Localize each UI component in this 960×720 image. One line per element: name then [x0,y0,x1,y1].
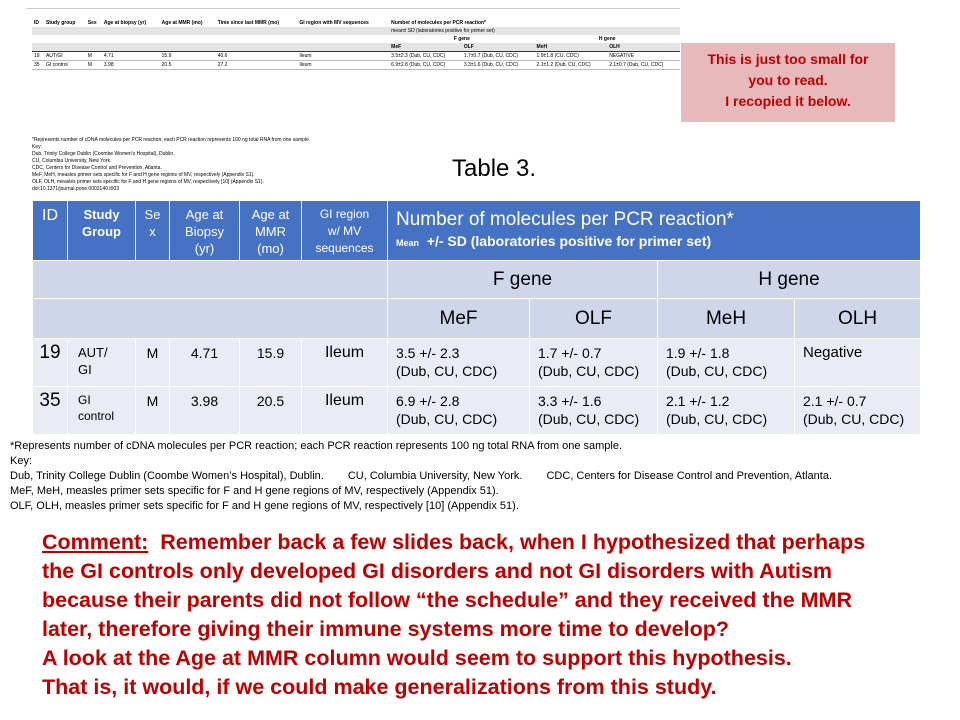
thumb-cell: 6.9±2.8 (Dub, CU, CDC) [389,61,462,70]
cell-id: 19 [33,339,68,387]
thumb-note: CDC, Centers for Disease Control and Prevention, Atlanta. [32,165,162,171]
f-gene-header: F gene [388,261,658,299]
header-gi-region: GI region w/ MV sequences [302,201,388,261]
sd-label: +/- SD (laboratories positive for primer set) [426,233,712,249]
thumb-note: CU, Columbia University, New York. [32,158,112,164]
thumb-cell: 1.9±1.8 (CU, CDC) [535,52,608,61]
thumb-header: ID [34,20,39,26]
callout-line: you to read. [748,72,828,88]
cell-id: 35 [33,387,68,435]
thumb-sub-header: MeH [536,44,548,50]
cell-group: GI control [68,387,136,435]
thumb-row [32,52,680,61]
header-sex: Se x [136,201,170,261]
header-mef: MeF [388,299,530,339]
thumb-header: Study group [45,20,76,26]
cell-olh: Negative [795,339,921,387]
header-meh: MeH [658,299,795,339]
cell-age-biopsy: 3.98 [170,387,240,435]
table-row [33,387,921,435]
thumb-cell: 3.98 [102,61,160,70]
header-molecules [388,201,921,261]
thumb-cell: 3.3±1.6 (Dub, CU, CDC) [462,61,535,70]
thumb-mean-line: mean± SD (laboratories positive for primer set) [391,28,495,34]
table-footnotes [10,439,832,514]
thumb-cell: GI control [44,61,86,70]
thumb-cell: Ileum [297,61,389,70]
header-age-biopsy: Age at Biopsy (yr) [170,201,240,261]
thumb-cell: 3.5±2.3 (Dub, CU, CDC) [389,52,462,61]
cell-olf: 3.3 +/- 1.6 (Dub, CU, CDC) [530,387,658,435]
thumb-row [32,61,680,70]
header-age-mmr: Age at MMR (mo) [240,201,302,261]
comment-line: A look at the Age at MMR column would seem to support this hypothesis. [42,646,792,670]
comment-label: Comment: [42,530,149,554]
original-table-thumbnail [26,8,680,194]
thumb-cell: Ileum [297,52,389,61]
header-olf: OLF [530,299,658,339]
cell-gi-region: Ileum [302,339,388,387]
cell-meh: 2.1 +/- 1.2 (Dub, CU, CDC) [658,387,795,435]
comment-first-line: Comment: Remember back a few slides back, when I hypothesized that perhaps [42,530,866,554]
table-row [33,339,921,387]
cell-sex: M [136,339,170,387]
thumb-cell: 19 [32,52,44,61]
header-id: ID [33,201,68,261]
h-gene-header: H gene [658,261,921,299]
thumb-note: Dub, Trinity College Dublin (Coombe Women's Hospital), Dublin. [32,151,175,157]
cell-olh: 2.1 +/- 0.7 (Dub, CU, CDC) [795,387,921,435]
callout-line: This is just too small for [707,51,869,67]
thumb-cell: 4.71 [102,52,160,61]
footnote-line: OLF, OLH, measles primer sets specific for F and H gene regions of MV, respectively [10] (Appendix 51). [10,500,519,512]
cell-meh: 1.9 +/- 1.8 (Dub, CU, CDC) [658,339,795,387]
cell-mef: 6.9 +/- 2.8 (Dub, CU, CDC) [388,387,530,435]
thumb-sub-header: OLH [609,44,620,50]
molecules-title: Number of molecules per PCR reaction* [396,209,734,230]
thumb-note: OLF, OLH, measles primer sets specific for F and H gene regions of MV, respectively [10] (Appendix S1). [32,179,264,185]
footnote-line: *Represents number of cDNA molecules per PCR reaction; each PCR reaction represents 100 ng total RNA from one sample. [10,440,623,452]
thumb-cell: M [86,52,102,61]
comment-block [42,528,865,702]
comment-line: the GI controls only developed GI disorders and not GI disorders with Autism [42,559,833,583]
thumb-cell: M [86,61,102,70]
cell-group: AUT/ GI [68,339,136,387]
comment-line: That is, it would, if we could make generalizations from this study. [42,675,717,699]
thumb-h-gene: H gene [598,36,616,42]
footnote-line: MeF, MeH, measles primer sets specific for F and H gene regions of MV, respectively (Appendix 51). [10,485,499,497]
comment-line: because their parents did not follow “the schedule” and they received the MMR [42,588,852,612]
cell-gi-region: Ileum [302,387,388,435]
thumb-cell: AUT/GI [44,52,86,61]
cell-age-biopsy: 4.71 [170,339,240,387]
gene-row [33,261,921,299]
header-study-group: Study Group [68,201,136,261]
thumb-cell: 20.5 [160,61,216,70]
cell-age-mmr: 20.5 [240,387,302,435]
thumb-cell: 2.1±0.7 (Dub, CU, CDC) [607,61,680,70]
thumb-note: MeF, MeH, measles primer sets specific for F and H gene regions of MV, respectively (Appendix S1). [32,172,255,178]
callout-note [681,43,895,122]
header-row [33,201,921,261]
primer-row [33,299,921,339]
thumb-cell: 1.7±0.7 (Dub, CU, CDC) [462,52,535,61]
thumb-header: Time since last MMR (mo) [217,20,280,26]
thumb-cell: 2.1±1.2 (Dub, CU, CDC) [535,61,608,70]
thumb-cell: 15.9 [160,52,216,61]
thumb-note: *Represents number of cDNA molecules per PCR reaction; each PCR reaction represents 100 ng total RNA from one sample. [32,137,311,143]
thumb-cell: 35 [32,61,44,70]
thumb-footnotes [32,137,310,193]
thumb-sub-header: MeF [391,44,402,50]
thumb-sub-header: OLF [463,44,474,50]
cell-sex: M [136,387,170,435]
footnote-line: Key: [10,455,33,467]
thumb-header: GI region with MV sequences [299,20,369,26]
footnote-key-line: Dub, Trinity College Dublin (Coombe Women’s Hospital), Dublin. CU, Columbia University, New York. CDC, Centers for Disease Control and Prevention, Atlanta. [10,470,833,482]
thumb-header: Sex [87,20,97,26]
thumb-f-gene: F gene [453,36,470,42]
comment-line: later, therefore giving their immune systems more time to develop? [42,617,729,641]
cell-mef: 3.5 +/- 2.3 (Dub, CU, CDC) [388,339,530,387]
callout-line: I recopied it below. [725,93,851,109]
thumb-header: Age at biopsy (yr) [103,20,147,26]
results-table [32,200,921,435]
header-olh: OLH [795,299,921,339]
thumb-cell: 40.6 [216,52,298,61]
thumb-header: Age at MMR (mo) [161,20,203,26]
thumb-note: Key: [32,144,43,150]
thumb-cell: NEGATIVE [607,52,680,61]
table-caption: Table 3. [452,155,537,182]
thumb-cell: 27.2 [216,61,298,70]
mean-label: Mean [396,238,420,248]
cell-olf: 1.7 +/- 0.7 (Dub, CU, CDC) [530,339,658,387]
thumb-note: doi:10.1371/journal.pone.0003140.t003 [32,186,120,192]
cell-age-mmr: 15.9 [240,339,302,387]
thumb-header: Number of molecules per PCR reaction* [391,20,486,26]
